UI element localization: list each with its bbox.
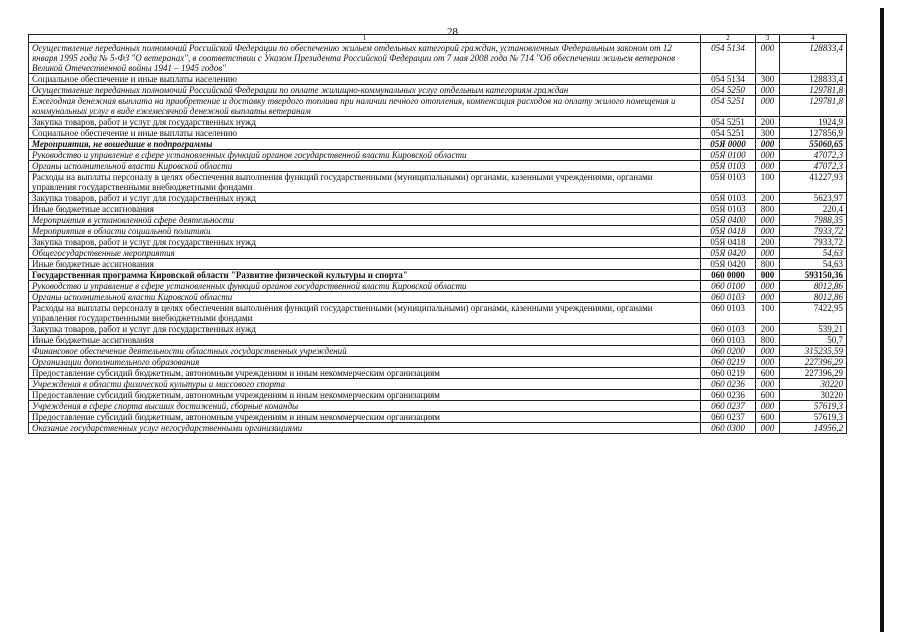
row-code: 05Я 0418: [701, 226, 756, 237]
row-name: Учреждения в области физической культуры и массового спорта: [29, 379, 701, 390]
row-amount: 128833,4: [780, 74, 847, 85]
table-row: [29, 150, 847, 161]
row-type: 000: [756, 85, 780, 96]
row-code: 05Я 0103: [701, 161, 756, 172]
row-code: 05Я 0418: [701, 237, 756, 248]
row-name: Государственная программа Кировской области "Развитие физической культуры и спорта": [29, 270, 701, 281]
table-row: [29, 281, 847, 292]
row-code: 060 0103: [701, 292, 756, 303]
row-type: 000: [756, 346, 780, 357]
row-amount: 57619,3: [780, 401, 847, 412]
table-row: [29, 96, 847, 117]
row-type: 300: [756, 74, 780, 85]
column-header-1: 1: [29, 35, 701, 43]
table-row: [29, 324, 847, 335]
row-amount: 7933,72: [780, 226, 847, 237]
row-type: 600: [756, 412, 780, 423]
table-row: [29, 215, 847, 226]
row-type: 000: [756, 215, 780, 226]
table-row: [29, 401, 847, 412]
row-name: Расходы на выплаты персоналу в целях обеспечения выполнения функций государственными (муниципальными) органами, казенными учреждениями, органами управления государственными внебюджетными фондами: [29, 172, 701, 193]
row-type: 000: [756, 226, 780, 237]
row-amount: 129781,8: [780, 96, 847, 117]
row-name: Организации дополнительного образования: [29, 357, 701, 368]
table-row: [29, 43, 847, 74]
table-row: [29, 128, 847, 139]
row-code: 054 5251: [701, 128, 756, 139]
page-number: 28: [447, 26, 458, 38]
row-amount: 50,7: [780, 335, 847, 346]
row-code: 05Я 0420: [701, 248, 756, 259]
table-row: [29, 193, 847, 204]
row-type: 000: [756, 96, 780, 117]
row-name: Закупка товаров, работ и услуг для государственных нужд: [29, 193, 701, 204]
row-name: Закупка товаров, работ и услуг для государственных нужд: [29, 324, 701, 335]
row-type: 800: [756, 204, 780, 215]
table-row: [29, 139, 847, 150]
table-row: [29, 204, 847, 215]
table-row: [29, 74, 847, 85]
row-name: Предоставление субсидий бюджетным, автономным учреждениям и иным некоммерческим организациям: [29, 412, 701, 423]
table-row: [29, 292, 847, 303]
row-amount: 30220: [780, 390, 847, 401]
row-type: 000: [756, 161, 780, 172]
row-name: Закупка товаров, работ и услуг для государственных нужд: [29, 237, 701, 248]
row-name: Предоставление субсидий бюджетным, автономным учреждениям и иным некоммерческим организациям: [29, 368, 701, 379]
row-amount: 5623,97: [780, 193, 847, 204]
table-row: [29, 259, 847, 270]
row-name: Учреждения в сфере спорта высших достижений, сборные команды: [29, 401, 701, 412]
row-code: 060 0103: [701, 335, 756, 346]
row-amount: 30220: [780, 379, 847, 390]
row-code: 060 0236: [701, 390, 756, 401]
table-row: [29, 379, 847, 390]
table-row: [29, 117, 847, 128]
row-name: Органы исполнительной власти Кировской области: [29, 161, 701, 172]
row-code: 054 5134: [701, 43, 756, 74]
row-amount: 55060,65: [780, 139, 847, 150]
row-name: Социальное обеспечение и иные выплаты населению: [29, 128, 701, 139]
table-row: [29, 303, 847, 324]
row-name: Руководство и управление в сфере установленных функций органов государственной власти Кировской области: [29, 150, 701, 161]
row-name: Расходы на выплаты персоналу в целях обеспечения выполнения функций государственными (муниципальными) органами, казенными учреждениями, органами управления государственными внебюджетными фондами: [29, 303, 701, 324]
row-name: Оказание государственных услуг негосударственными организациями: [29, 423, 701, 434]
row-amount: 54,63: [780, 248, 847, 259]
row-amount: 593150,36: [780, 270, 847, 281]
row-code: 054 5251: [701, 117, 756, 128]
row-type: 200: [756, 324, 780, 335]
table-row: [29, 85, 847, 96]
row-name: Осуществление переданных полномочий Российской Федерации по обеспечению жильем отдельных категорий граждан, установленных Федеральным законом от 12 января 1995 года № 5-ФЗ "О ветеранах", в соответствии с Указом Президента Российской Федерации от 7 мая 2008 года № 714 "Об обеспечении жильем ветеранов Великой Отечественной войны 1941 – 1945 годов": [29, 43, 701, 74]
row-amount: 227396,29: [780, 368, 847, 379]
row-amount: 7988,35: [780, 215, 847, 226]
row-code: 060 0103: [701, 303, 756, 324]
table-row: [29, 390, 847, 401]
row-name: Общегосударственные мероприятия: [29, 248, 701, 259]
table-row: [29, 237, 847, 248]
row-code: 05Я 0103: [701, 193, 756, 204]
row-amount: 7422,95: [780, 303, 847, 324]
row-type: 000: [756, 423, 780, 434]
row-code: 05Я 0420: [701, 259, 756, 270]
table-header-row: [29, 35, 847, 43]
row-name: Ежегодная денежная выплата на приобретение и доставку твердого топлива при наличии печного отопления, компенсация расходов на оплату жилого помещения и коммунальных услуг в виде ежемесячной денежной выплаты ветеранам: [29, 96, 701, 117]
row-code: 060 0219: [701, 368, 756, 379]
row-amount: 315235,59: [780, 346, 847, 357]
row-type: 000: [756, 139, 780, 150]
row-type: 100: [756, 172, 780, 193]
row-name: Осуществление переданных полномочий Российской Федерации по оплате жилищно-коммунальных услуг отдельным категориям граждан: [29, 85, 701, 96]
row-name: Финансовое обеспечение деятельности областных государственных учреждений: [29, 346, 701, 357]
row-name: Мероприятия в установленной сфере деятельности: [29, 215, 701, 226]
row-code: 054 5134: [701, 74, 756, 85]
budget-table: [28, 34, 847, 434]
row-type: 000: [756, 379, 780, 390]
row-amount: 539,21: [780, 324, 847, 335]
row-name: Мероприятия, не вошедшие в подпрограммы: [29, 139, 701, 150]
row-code: 060 0237: [701, 412, 756, 423]
row-code: 05Я 0000: [701, 139, 756, 150]
row-amount: 14956,2: [780, 423, 847, 434]
row-type: 600: [756, 390, 780, 401]
row-amount: 1924,9: [780, 117, 847, 128]
row-code: 054 5251: [701, 96, 756, 117]
row-name: Мероприятия в области социальной политики: [29, 226, 701, 237]
row-type: 000: [756, 248, 780, 259]
row-name: Органы исполнительной власти Кировской области: [29, 292, 701, 303]
row-name: Закупка товаров, работ и услуг для государственных нужд: [29, 117, 701, 128]
row-type: 200: [756, 117, 780, 128]
row-type: 000: [756, 401, 780, 412]
row-amount: 227396,29: [780, 357, 847, 368]
row-amount: 41227,93: [780, 172, 847, 193]
table-body: [29, 43, 847, 434]
row-code: 05Я 0400: [701, 215, 756, 226]
row-amount: 129781,8: [780, 85, 847, 96]
row-name: Предоставление субсидий бюджетным, автономным учреждениям и иным некоммерческим организациям: [29, 390, 701, 401]
row-code: 060 0219: [701, 357, 756, 368]
row-name: Иные бюджетные ассигнования: [29, 204, 701, 215]
row-amount: 47072,3: [780, 161, 847, 172]
table-row: [29, 368, 847, 379]
table-row: [29, 248, 847, 259]
table-row: [29, 423, 847, 434]
row-type: 800: [756, 259, 780, 270]
row-type: 600: [756, 368, 780, 379]
row-code: 060 0300: [701, 423, 756, 434]
table-row: [29, 346, 847, 357]
row-type: 200: [756, 237, 780, 248]
row-amount: 7933,72: [780, 237, 847, 248]
column-header-2: 2: [701, 35, 756, 43]
row-amount: 47072,3: [780, 150, 847, 161]
table-row: [29, 270, 847, 281]
row-type: 800: [756, 335, 780, 346]
column-header-3: 3: [756, 35, 780, 43]
row-code: 05Я 0103: [701, 204, 756, 215]
row-name: Иные бюджетные ассигнования: [29, 335, 701, 346]
row-code: 05Я 0103: [701, 172, 756, 193]
row-type: 000: [756, 270, 780, 281]
table-row: [29, 412, 847, 423]
table-row: [29, 335, 847, 346]
row-code: 060 0103: [701, 324, 756, 335]
row-code: 060 0100: [701, 281, 756, 292]
row-type: 000: [756, 43, 780, 74]
row-type: 000: [756, 292, 780, 303]
row-amount: 128833,4: [780, 43, 847, 74]
row-amount: 54,63: [780, 259, 847, 270]
row-amount: 220,4: [780, 204, 847, 215]
row-code: 054 5250: [701, 85, 756, 96]
column-header-4: 4: [780, 35, 847, 43]
table-row: [29, 161, 847, 172]
row-type: 200: [756, 193, 780, 204]
row-code: 060 0237: [701, 401, 756, 412]
table-row: [29, 357, 847, 368]
row-code: 060 0236: [701, 379, 756, 390]
row-amount: 57619,3: [780, 412, 847, 423]
table-row: [29, 172, 847, 193]
row-type: 000: [756, 357, 780, 368]
row-type: 000: [756, 281, 780, 292]
row-amount: 127856,9: [780, 128, 847, 139]
row-code: 05Я 0100: [701, 150, 756, 161]
row-name: Социальное обеспечение и иные выплаты населению: [29, 74, 701, 85]
row-code: 060 0200: [701, 346, 756, 357]
page-edge-bar: [880, 8, 884, 632]
row-amount: 8012,86: [780, 292, 847, 303]
table-row: [29, 226, 847, 237]
row-type: 100: [756, 303, 780, 324]
row-name: Иные бюджетные ассигнования: [29, 259, 701, 270]
row-type: 000: [756, 150, 780, 161]
row-type: 300: [756, 128, 780, 139]
row-amount: 8012,86: [780, 281, 847, 292]
row-name: Руководство и управление в сфере установленных функций органов государственной власти Кировской области: [29, 281, 701, 292]
row-code: 060 0000: [701, 270, 756, 281]
